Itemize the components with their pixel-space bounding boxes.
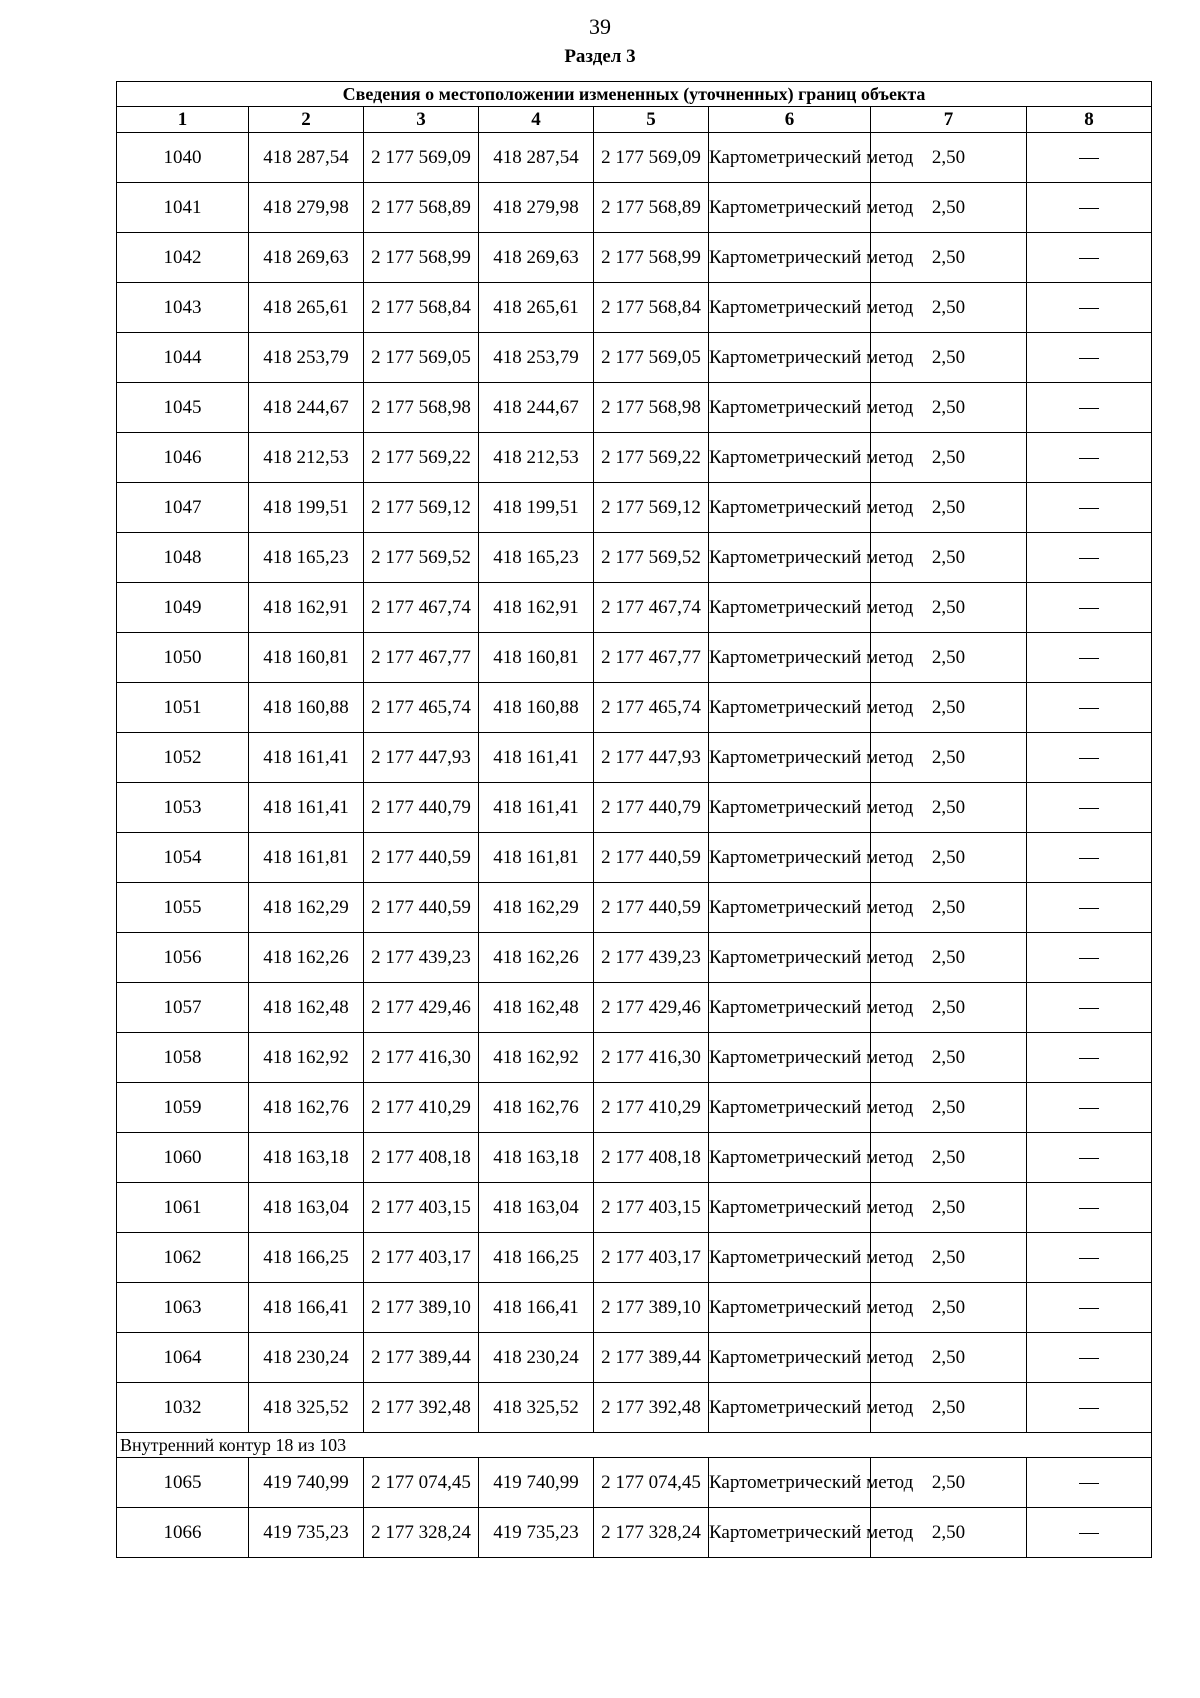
point-number-cell: 1052 <box>117 733 249 783</box>
existing-x-cell: 418 162,29 <box>249 883 364 933</box>
existing-x-cell: 418 162,92 <box>249 1033 364 1083</box>
table-row <box>117 1458 1152 1508</box>
existing-x-cell: 418 230,24 <box>249 1333 364 1383</box>
new-x-cell: 418 162,26 <box>479 933 594 983</box>
existing-y-cell: 2 177 403,15 <box>364 1183 479 1233</box>
point-number-cell: 1064 <box>117 1333 249 1383</box>
new-x-cell: 418 269,63 <box>479 233 594 283</box>
description-cell <box>1027 1233 1152 1283</box>
existing-x-cell: 418 199,51 <box>249 483 364 533</box>
table-caption: Сведения о местоположении измененных (уточненных) границ объекта <box>117 82 1152 107</box>
point-number-cell: 1032 <box>117 1383 249 1433</box>
new-x-cell: 418 160,88 <box>479 683 594 733</box>
existing-y-cell: 2 177 439,23 <box>364 933 479 983</box>
accuracy-cell: 2,50 <box>871 233 1027 283</box>
existing-y-cell: 2 177 440,79 <box>364 783 479 833</box>
description-cell <box>1027 1033 1152 1083</box>
column-number: 6 <box>709 107 871 133</box>
table-caption-row <box>117 82 1152 107</box>
table-row <box>117 283 1152 333</box>
point-number-cell: 1049 <box>117 583 249 633</box>
table-row <box>117 683 1152 733</box>
new-x-cell: 418 160,81 <box>479 633 594 683</box>
accuracy-cell: 2,50 <box>871 833 1027 883</box>
existing-y-cell: 2 177 440,59 <box>364 883 479 933</box>
point-number-cell: 1060 <box>117 1133 249 1183</box>
accuracy-cell: 2,50 <box>871 483 1027 533</box>
point-number-cell: 1061 <box>117 1183 249 1233</box>
description-cell <box>1027 533 1152 583</box>
new-x-cell: 418 162,29 <box>479 883 594 933</box>
new-x-cell: 418 253,79 <box>479 333 594 383</box>
method-cell: Картометрический метод <box>709 533 871 583</box>
point-number-cell: 1041 <box>117 183 249 233</box>
existing-x-cell: 418 163,04 <box>249 1183 364 1233</box>
accuracy-cell: 2,50 <box>871 883 1027 933</box>
existing-x-cell: 418 162,48 <box>249 983 364 1033</box>
method-cell: Картометрический метод <box>709 383 871 433</box>
accuracy-cell: 2,50 <box>871 733 1027 783</box>
existing-y-cell: 2 177 410,29 <box>364 1083 479 1133</box>
method-cell: Картометрический метод <box>709 933 871 983</box>
section-title: Раздел 3 <box>564 46 636 67</box>
new-y-cell: 2 177 568,98 <box>594 383 709 433</box>
coordinates-table <box>116 81 1152 1558</box>
new-x-cell: 418 163,18 <box>479 1133 594 1183</box>
accuracy-cell: 2,50 <box>871 1133 1027 1183</box>
accuracy-cell: 2,50 <box>871 433 1027 483</box>
new-x-cell: 418 230,24 <box>479 1333 594 1383</box>
existing-x-cell: 418 265,61 <box>249 283 364 333</box>
table-row <box>117 1083 1152 1133</box>
method-cell: Картометрический метод <box>709 483 871 533</box>
table-row <box>117 183 1152 233</box>
table-row <box>117 133 1152 183</box>
accuracy-cell: 2,50 <box>871 1383 1027 1433</box>
method-cell: Картометрический метод <box>709 1283 871 1333</box>
column-number: 2 <box>249 107 364 133</box>
existing-x-cell: 418 253,79 <box>249 333 364 383</box>
column-number: 4 <box>479 107 594 133</box>
accuracy-cell: 2,50 <box>871 283 1027 333</box>
new-y-cell: 2 177 569,12 <box>594 483 709 533</box>
description-cell <box>1027 233 1152 283</box>
new-y-cell: 2 177 389,44 <box>594 1333 709 1383</box>
method-cell: Картометрический метод <box>709 1508 871 1558</box>
existing-x-cell: 418 161,81 <box>249 833 364 883</box>
point-number-cell: 1066 <box>117 1508 249 1558</box>
new-x-cell: 418 162,91 <box>479 583 594 633</box>
existing-x-cell: 419 740,99 <box>249 1458 364 1508</box>
new-y-cell: 2 177 447,93 <box>594 733 709 783</box>
table-row <box>117 433 1152 483</box>
existing-y-cell: 2 177 569,09 <box>364 133 479 183</box>
new-x-cell: 418 163,04 <box>479 1183 594 1233</box>
new-y-cell: 2 177 403,17 <box>594 1233 709 1283</box>
existing-y-cell: 2 177 569,52 <box>364 533 479 583</box>
description-cell <box>1027 1458 1152 1508</box>
dash-mark <box>1079 908 1099 909</box>
description-cell <box>1027 133 1152 183</box>
new-x-cell: 418 162,48 <box>479 983 594 1033</box>
new-x-cell: 418 244,67 <box>479 383 594 433</box>
accuracy-cell: 2,50 <box>871 333 1027 383</box>
method-cell: Картометрический метод <box>709 233 871 283</box>
accuracy-cell: 2,50 <box>871 1033 1027 1083</box>
point-number-cell: 1053 <box>117 783 249 833</box>
method-cell: Картометрический метод <box>709 283 871 333</box>
existing-x-cell: 418 160,88 <box>249 683 364 733</box>
existing-y-cell: 2 177 403,17 <box>364 1233 479 1283</box>
method-cell: Картометрический метод <box>709 633 871 683</box>
point-number-cell: 1058 <box>117 1033 249 1083</box>
method-cell: Картометрический метод <box>709 1458 871 1508</box>
point-number-cell: 1047 <box>117 483 249 533</box>
table-row <box>117 1383 1152 1433</box>
dash-mark <box>1079 408 1099 409</box>
existing-x-cell: 418 325,52 <box>249 1383 364 1433</box>
existing-y-cell: 2 177 328,24 <box>364 1508 479 1558</box>
new-x-cell: 418 212,53 <box>479 433 594 483</box>
method-cell: Картометрический метод <box>709 133 871 183</box>
point-number-cell: 1056 <box>117 933 249 983</box>
new-x-cell: 418 166,41 <box>479 1283 594 1333</box>
description-cell <box>1027 783 1152 833</box>
description-cell <box>1027 1508 1152 1558</box>
new-y-cell: 2 177 429,46 <box>594 983 709 1033</box>
method-cell: Картометрический метод <box>709 1033 871 1083</box>
existing-x-cell: 418 162,91 <box>249 583 364 633</box>
table-row <box>117 333 1152 383</box>
dash-mark <box>1079 558 1099 559</box>
point-number-cell: 1048 <box>117 533 249 583</box>
method-cell: Картометрический метод <box>709 433 871 483</box>
dash-mark <box>1079 1058 1099 1059</box>
description-cell <box>1027 283 1152 333</box>
existing-x-cell: 418 161,41 <box>249 783 364 833</box>
existing-y-cell: 2 177 392,48 <box>364 1383 479 1433</box>
table-row <box>117 383 1152 433</box>
dash-mark <box>1079 958 1099 959</box>
existing-y-cell: 2 177 467,77 <box>364 633 479 683</box>
dash-mark <box>1079 808 1099 809</box>
table-row <box>117 883 1152 933</box>
existing-x-cell: 418 244,67 <box>249 383 364 433</box>
table-row <box>117 1133 1152 1183</box>
description-cell <box>1027 483 1152 533</box>
description-cell <box>1027 183 1152 233</box>
new-y-cell: 2 177 440,79 <box>594 783 709 833</box>
existing-y-cell: 2 177 440,59 <box>364 833 479 883</box>
dash-mark <box>1079 658 1099 659</box>
accuracy-cell: 2,50 <box>871 1508 1027 1558</box>
existing-x-cell: 418 212,53 <box>249 433 364 483</box>
description-cell <box>1027 683 1152 733</box>
accuracy-cell: 2,50 <box>871 783 1027 833</box>
column-number: 7 <box>871 107 1027 133</box>
accuracy-cell: 2,50 <box>871 1233 1027 1283</box>
description-cell <box>1027 1083 1152 1133</box>
page-number: 39 <box>589 14 611 39</box>
dash-mark <box>1079 1208 1099 1209</box>
table-row <box>117 833 1152 883</box>
point-number-cell: 1044 <box>117 333 249 383</box>
new-y-cell: 2 177 465,74 <box>594 683 709 733</box>
new-y-cell: 2 177 328,24 <box>594 1508 709 1558</box>
dash-mark <box>1079 208 1099 209</box>
method-cell: Картометрический метод <box>709 783 871 833</box>
description-cell <box>1027 933 1152 983</box>
table-row <box>117 783 1152 833</box>
method-cell: Картометрический метод <box>709 183 871 233</box>
new-y-cell: 2 177 467,77 <box>594 633 709 683</box>
existing-y-cell: 2 177 568,99 <box>364 233 479 283</box>
existing-x-cell: 418 165,23 <box>249 533 364 583</box>
new-x-cell: 418 161,41 <box>479 783 594 833</box>
description-cell <box>1027 1133 1152 1183</box>
method-cell: Картометрический метод <box>709 583 871 633</box>
column-number: 1 <box>117 107 249 133</box>
existing-y-cell: 2 177 568,84 <box>364 283 479 333</box>
new-x-cell: 418 165,23 <box>479 533 594 583</box>
method-cell: Картометрический метод <box>709 733 871 783</box>
existing-x-cell: 419 735,23 <box>249 1508 364 1558</box>
new-y-cell: 2 177 569,09 <box>594 133 709 183</box>
column-number: 8 <box>1027 107 1152 133</box>
description-cell <box>1027 733 1152 783</box>
existing-y-cell: 2 177 408,18 <box>364 1133 479 1183</box>
new-x-cell: 418 265,61 <box>479 283 594 333</box>
method-cell: Картометрический метод <box>709 683 871 733</box>
dash-mark <box>1079 1258 1099 1259</box>
method-cell: Картометрический метод <box>709 1233 871 1283</box>
table-row <box>117 633 1152 683</box>
new-y-cell: 2 177 440,59 <box>594 883 709 933</box>
table-row <box>117 933 1152 983</box>
table-row <box>117 983 1152 1033</box>
new-x-cell: 418 161,41 <box>479 733 594 783</box>
description-cell <box>1027 333 1152 383</box>
table-row <box>117 1333 1152 1383</box>
dash-mark <box>1079 308 1099 309</box>
accuracy-cell: 2,50 <box>871 1083 1027 1133</box>
table-body <box>117 82 1152 1558</box>
method-cell: Картометрический метод <box>709 333 871 383</box>
existing-x-cell: 418 162,76 <box>249 1083 364 1133</box>
point-number-cell: 1050 <box>117 633 249 683</box>
description-cell <box>1027 383 1152 433</box>
existing-x-cell: 418 269,63 <box>249 233 364 283</box>
dash-mark <box>1079 608 1099 609</box>
dash-mark <box>1079 858 1099 859</box>
existing-y-cell: 2 177 074,45 <box>364 1458 479 1508</box>
accuracy-cell: 2,50 <box>871 533 1027 583</box>
existing-y-cell: 2 177 569,12 <box>364 483 479 533</box>
point-number-cell: 1065 <box>117 1458 249 1508</box>
table-row <box>117 1033 1152 1083</box>
new-x-cell: 419 735,23 <box>479 1508 594 1558</box>
new-y-cell: 2 177 439,23 <box>594 933 709 983</box>
dash-mark <box>1079 1483 1099 1484</box>
accuracy-cell: 2,50 <box>871 633 1027 683</box>
description-cell <box>1027 1283 1152 1333</box>
new-y-cell: 2 177 569,22 <box>594 433 709 483</box>
table-row <box>117 1183 1152 1233</box>
method-cell: Картометрический метод <box>709 983 871 1033</box>
table-row <box>117 1508 1152 1558</box>
new-x-cell: 418 162,76 <box>479 1083 594 1133</box>
accuracy-cell: 2,50 <box>871 1458 1027 1508</box>
point-number-cell: 1051 <box>117 683 249 733</box>
existing-x-cell: 418 166,25 <box>249 1233 364 1283</box>
point-number-cell: 1057 <box>117 983 249 1033</box>
accuracy-cell: 2,50 <box>871 133 1027 183</box>
accuracy-cell: 2,50 <box>871 583 1027 633</box>
contour-label: Внутренний контур 18 из 103 <box>117 1433 1152 1458</box>
existing-x-cell: 418 161,41 <box>249 733 364 783</box>
new-x-cell: 418 287,54 <box>479 133 594 183</box>
dash-mark <box>1079 1108 1099 1109</box>
existing-y-cell: 2 177 389,10 <box>364 1283 479 1333</box>
point-number-cell: 1062 <box>117 1233 249 1283</box>
accuracy-cell: 2,50 <box>871 1333 1027 1383</box>
dash-mark <box>1079 508 1099 509</box>
description-cell <box>1027 1333 1152 1383</box>
existing-y-cell: 2 177 568,98 <box>364 383 479 433</box>
description-cell <box>1027 633 1152 683</box>
dash-mark <box>1079 158 1099 159</box>
existing-y-cell: 2 177 569,05 <box>364 333 479 383</box>
description-cell <box>1027 983 1152 1033</box>
table-row <box>117 233 1152 283</box>
dash-mark <box>1079 458 1099 459</box>
dash-mark <box>1079 1358 1099 1359</box>
accuracy-cell: 2,50 <box>871 683 1027 733</box>
column-number-row <box>117 107 1152 133</box>
new-x-cell: 418 162,92 <box>479 1033 594 1083</box>
description-cell <box>1027 833 1152 883</box>
dash-mark <box>1079 1308 1099 1309</box>
method-cell: Картометрический метод <box>709 1383 871 1433</box>
existing-x-cell: 418 287,54 <box>249 133 364 183</box>
new-y-cell: 2 177 410,29 <box>594 1083 709 1133</box>
existing-x-cell: 418 166,41 <box>249 1283 364 1333</box>
point-number-cell: 1059 <box>117 1083 249 1133</box>
dash-mark <box>1079 708 1099 709</box>
new-y-cell: 2 177 389,10 <box>594 1283 709 1333</box>
accuracy-cell: 2,50 <box>871 183 1027 233</box>
new-y-cell: 2 177 568,84 <box>594 283 709 333</box>
column-number: 3 <box>364 107 479 133</box>
contour-row <box>117 1433 1152 1458</box>
point-number-cell: 1040 <box>117 133 249 183</box>
point-number-cell: 1045 <box>117 383 249 433</box>
method-cell: Картометрический метод <box>709 1133 871 1183</box>
existing-y-cell: 2 177 429,46 <box>364 983 479 1033</box>
new-x-cell: 419 740,99 <box>479 1458 594 1508</box>
column-number: 5 <box>594 107 709 133</box>
existing-y-cell: 2 177 467,74 <box>364 583 479 633</box>
dash-mark <box>1079 1158 1099 1159</box>
new-y-cell: 2 177 074,45 <box>594 1458 709 1508</box>
existing-x-cell: 418 163,18 <box>249 1133 364 1183</box>
existing-y-cell: 2 177 389,44 <box>364 1333 479 1383</box>
new-y-cell: 2 177 569,52 <box>594 533 709 583</box>
method-cell: Картометрический метод <box>709 1083 871 1133</box>
method-cell: Картометрический метод <box>709 833 871 883</box>
existing-y-cell: 2 177 569,22 <box>364 433 479 483</box>
new-x-cell: 418 325,52 <box>479 1383 594 1433</box>
new-y-cell: 2 177 467,74 <box>594 583 709 633</box>
method-cell: Картометрический метод <box>709 883 871 933</box>
point-number-cell: 1054 <box>117 833 249 883</box>
point-number-cell: 1042 <box>117 233 249 283</box>
dash-mark <box>1079 1408 1099 1409</box>
description-cell <box>1027 1383 1152 1433</box>
new-y-cell: 2 177 408,18 <box>594 1133 709 1183</box>
point-number-cell: 1055 <box>117 883 249 933</box>
table-row <box>117 1233 1152 1283</box>
method-cell: Картометрический метод <box>709 1183 871 1233</box>
table-row <box>117 483 1152 533</box>
new-x-cell: 418 199,51 <box>479 483 594 533</box>
accuracy-cell: 2,50 <box>871 933 1027 983</box>
existing-y-cell: 2 177 568,89 <box>364 183 479 233</box>
new-y-cell: 2 177 403,15 <box>594 1183 709 1233</box>
table-row <box>117 1283 1152 1333</box>
new-y-cell: 2 177 568,89 <box>594 183 709 233</box>
dash-mark <box>1079 1533 1099 1534</box>
method-cell: Картометрический метод <box>709 1333 871 1383</box>
existing-x-cell: 418 160,81 <box>249 633 364 683</box>
dash-mark <box>1079 758 1099 759</box>
description-cell <box>1027 1183 1152 1233</box>
point-number-cell: 1043 <box>117 283 249 333</box>
description-cell <box>1027 583 1152 633</box>
new-x-cell: 418 161,81 <box>479 833 594 883</box>
accuracy-cell: 2,50 <box>871 983 1027 1033</box>
dash-mark <box>1079 1008 1099 1009</box>
dash-mark <box>1079 258 1099 259</box>
point-number-cell: 1063 <box>117 1283 249 1333</box>
existing-x-cell: 418 279,98 <box>249 183 364 233</box>
existing-y-cell: 2 177 465,74 <box>364 683 479 733</box>
table-row <box>117 583 1152 633</box>
new-y-cell: 2 177 416,30 <box>594 1033 709 1083</box>
table-row <box>117 733 1152 783</box>
description-cell <box>1027 433 1152 483</box>
new-x-cell: 418 166,25 <box>479 1233 594 1283</box>
description-cell <box>1027 883 1152 933</box>
table-row <box>117 533 1152 583</box>
point-number-cell: 1046 <box>117 433 249 483</box>
new-x-cell: 418 279,98 <box>479 183 594 233</box>
new-y-cell: 2 177 392,48 <box>594 1383 709 1433</box>
accuracy-cell: 2,50 <box>871 1183 1027 1233</box>
new-y-cell: 2 177 440,59 <box>594 833 709 883</box>
new-y-cell: 2 177 568,99 <box>594 233 709 283</box>
dash-mark <box>1079 358 1099 359</box>
existing-x-cell: 418 162,26 <box>249 933 364 983</box>
existing-y-cell: 2 177 416,30 <box>364 1033 479 1083</box>
existing-y-cell: 2 177 447,93 <box>364 733 479 783</box>
new-y-cell: 2 177 569,05 <box>594 333 709 383</box>
accuracy-cell: 2,50 <box>871 383 1027 433</box>
accuracy-cell: 2,50 <box>871 1283 1027 1333</box>
